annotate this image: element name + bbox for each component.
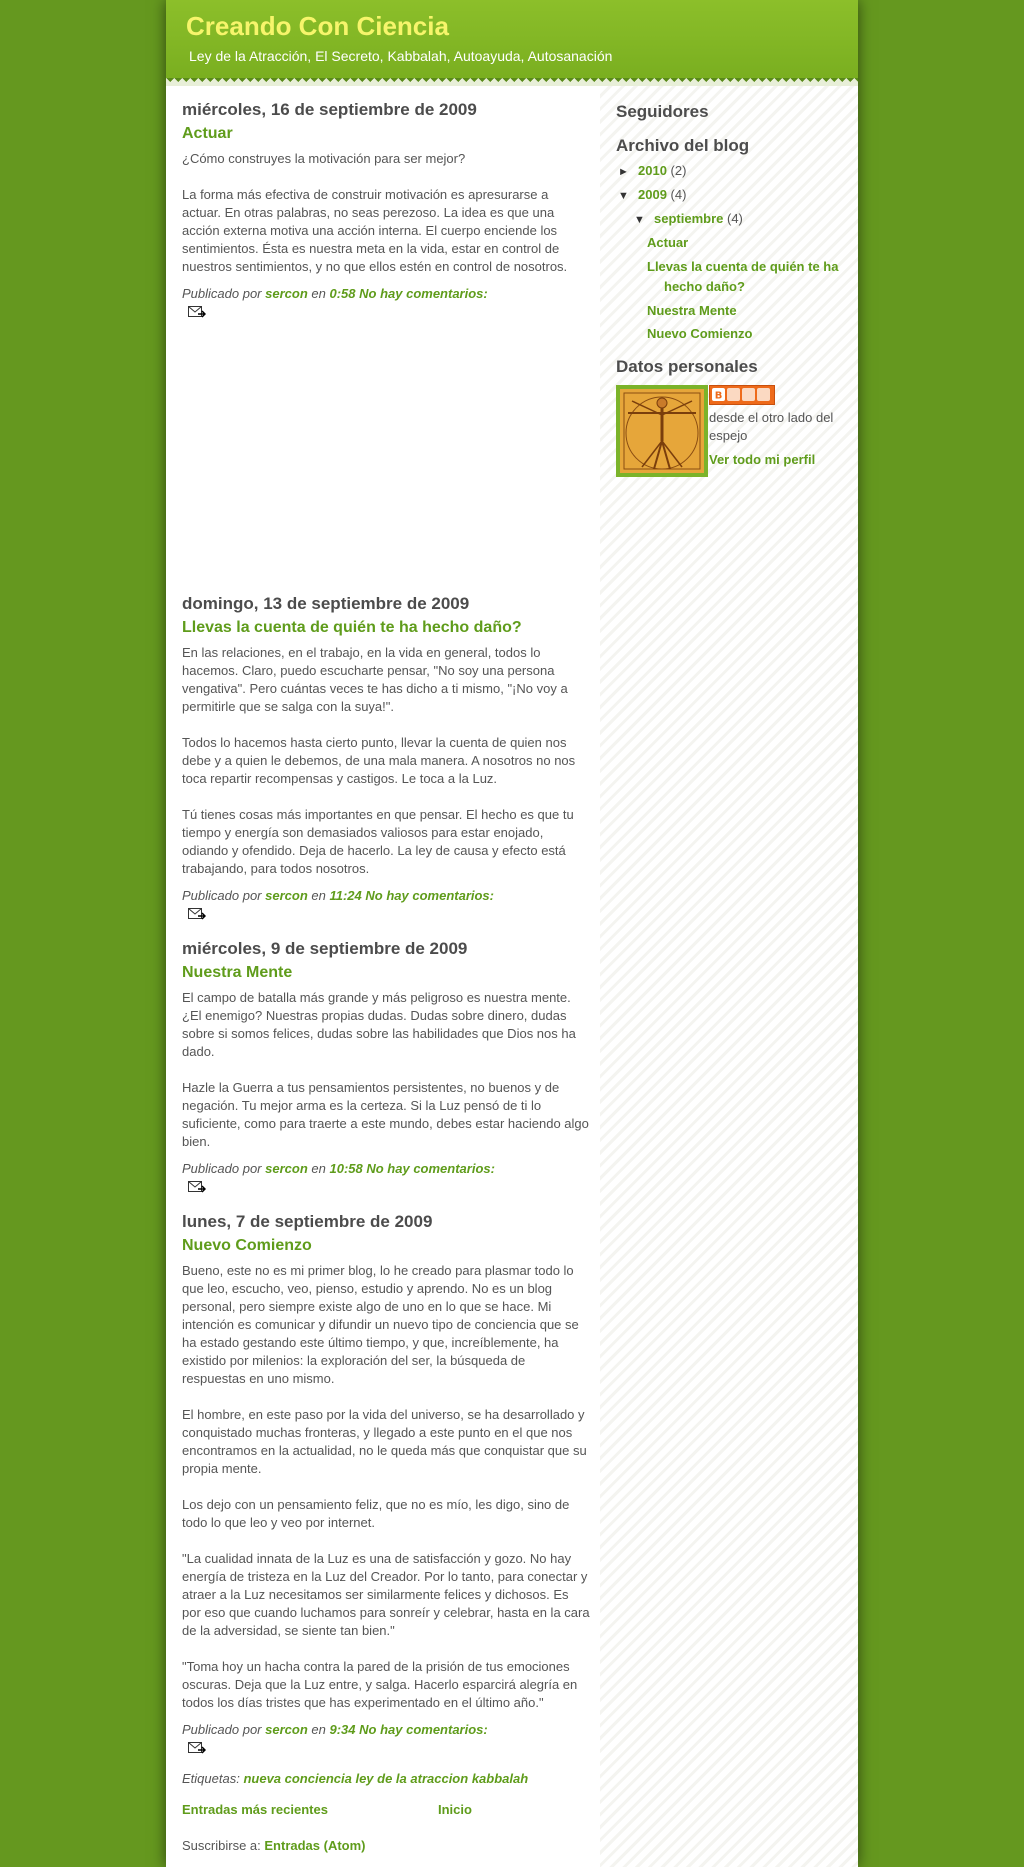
at-label: en: [311, 1722, 326, 1737]
expand-toggle-icon[interactable]: ▼: [618, 190, 629, 202]
svg-text:B: B: [714, 390, 723, 402]
post-paragraph: Bueno, este no es mi primer blog, lo he creado para plasmar todo lo que leo, escucho, veo, pienso, estudio y aprendo. No es un blog personal, pero siempre existe algo de uno en lo que se hace. Mi intención es comunicar y difundir un nuevo tipo de conciencia que se ha estado gestando este último tiempo, y que, increíblemente, ha existido por milenios: la exploración del ser, la búsqueda de respuestas en uno mismo.: [182, 1263, 579, 1386]
email-post-icon[interactable]: [188, 1181, 206, 1194]
header-zigzag-border: [166, 78, 858, 86]
archive-month-link[interactable]: septiembre: [654, 211, 724, 226]
followers-title: Seguidores: [616, 102, 709, 121]
post-title-link[interactable]: Llevas la cuenta de quién te ha hecho daño?: [182, 619, 522, 636]
post-title-link[interactable]: Actuar: [182, 125, 233, 142]
archive-year-2009: [616, 186, 846, 205]
comments-link[interactable]: No hay comentarios:: [359, 286, 488, 301]
post: [182, 100, 590, 580]
post-labels: [182, 1771, 590, 1787]
at-label: en: [311, 888, 326, 903]
post-footer: [182, 286, 590, 323]
post-footer: [182, 1722, 590, 1759]
archive-year-link[interactable]: 2009: [638, 187, 667, 202]
profile-box: [616, 385, 846, 477]
comments-link[interactable]: No hay comentarios:: [365, 888, 494, 903]
post-paragraph: ¿Cómo construyes la motivación para ser mejor?: [182, 151, 466, 166]
archive-count: (2): [670, 163, 687, 178]
collapse-toggle-icon[interactable]: ►: [618, 166, 629, 178]
page-container: [166, 0, 858, 1867]
archive-year-2010: [616, 162, 846, 181]
blogger-badge-icon[interactable]: [709, 385, 775, 405]
post-time-link[interactable]: 0:58: [329, 286, 356, 301]
post-paragraph: Todos lo hacemos hasta cierto punto, llevar la cuenta de quien nos debe y a quien le debemos, de una mala manera. A nosotros no nos toca repartir recompensas y castigos. Le toca a la Luz.: [182, 735, 576, 786]
label-link[interactable]: ley de la atraccion: [355, 1771, 469, 1786]
archive-post-link[interactable]: Llevas la cuenta de quién te ha hecho daño?: [647, 259, 839, 294]
blog-description: Ley de la Atracción, El Secreto, Kabbalah, Autoayuda, Autosanación: [189, 48, 613, 64]
post-time-link[interactable]: 10:58: [329, 1161, 363, 1176]
post-title-link[interactable]: Nuevo Comienzo: [182, 1237, 312, 1254]
post-body: [182, 644, 590, 878]
sidebar: [600, 86, 858, 1867]
view-profile-link[interactable]: Ver todo mi perfil: [709, 452, 816, 467]
archive-post-item: [647, 257, 846, 297]
archive-title: Archivo del blog: [616, 136, 750, 155]
post-paragraph: Los dejo con un pensamiento feliz, que no es mío, les digo, sino de todo lo que leo y veo por internet.: [182, 1497, 570, 1530]
published-by-label: Publicado por: [182, 1722, 262, 1737]
main-column: [182, 100, 590, 1855]
post-paragraph: Hazle la Guerra a tus pensamientos persistentes, no buenos y de negación. Tu mejor arma es la certeza. Si la Luz pensó de ti lo suficiente, como para traerte a este mundo, debes estar haciendo algo bien.: [182, 1080, 589, 1149]
archive-post-item: [647, 234, 846, 252]
comments-link[interactable]: No hay comentarios:: [366, 1161, 495, 1176]
archive-count: (4): [670, 187, 687, 202]
label-link[interactable]: nueva conciencia: [243, 1771, 352, 1786]
archive-post-list: [616, 234, 846, 343]
post-body: [182, 150, 590, 276]
author-link[interactable]: sercon: [265, 1722, 308, 1737]
post-footer: [182, 888, 590, 925]
author-link[interactable]: sercon: [265, 1161, 308, 1176]
published-by-label: Publicado por: [182, 1161, 262, 1176]
profile-info: [709, 409, 849, 469]
post-paragraph: En las relaciones, en el trabajo, en la vida en general, todos lo hacemos. Claro, puedo escucharte pensar, "No soy una persona vengativa". Pero cuántas veces te has dicho a ti mismo, "¡No voy a permitirle que se salga con la suya!".: [182, 645, 568, 714]
profile-title: Datos personales: [616, 357, 758, 376]
post-date: lunes, 7 de septiembre de 2009: [182, 1212, 433, 1231]
post-title-link[interactable]: Nuestra Mente: [182, 964, 293, 981]
published-by-label: Publicado por: [182, 286, 262, 301]
archive-post-link[interactable]: Nuevo Comienzo: [647, 326, 753, 341]
post-body: [182, 1262, 590, 1712]
blog-pager: [182, 1801, 590, 1821]
email-post-icon[interactable]: [188, 908, 206, 921]
email-post-icon[interactable]: [188, 306, 206, 319]
author-link[interactable]: sercon: [265, 286, 308, 301]
archive-post-link[interactable]: Actuar: [647, 235, 689, 250]
author-link[interactable]: sercon: [265, 888, 308, 903]
expand-toggle-icon[interactable]: ▼: [634, 214, 645, 226]
post-paragraph: Tú tienes cosas más importantes en que pensar. El hecho es que tu tiempo y energía son demasiados valiosos para estar enojado, odiando y ofendido. Deja de hacerlo. La ley de causa y efecto está trabajando, para todos nosotros.: [182, 807, 574, 876]
blog-title[interactable]: Creando Con Ciencia: [186, 11, 449, 41]
published-by-label: Publicado por: [182, 888, 262, 903]
post-paragraph: La forma más efectiva de construir motivación es apresurarse a actuar. En otras palabras, no seas perezoso. La idea es que una acción externa motiva una acción interna. El cuerpo enciende los sentimientos. Ésta es nuestra meta en la vida, estar en control de nuestros sentimientos, y no que ellos estén en control de nosotros.: [182, 187, 568, 274]
archive-post-link[interactable]: Nuestra Mente: [647, 303, 737, 318]
newer-posts-link[interactable]: Entradas más recientes: [182, 1802, 328, 1817]
post-date: domingo, 13 de septiembre de 2009: [182, 594, 470, 613]
archive-year-link[interactable]: 2010: [638, 163, 667, 178]
profile-description: desde el otro lado del espejo: [709, 410, 834, 443]
post-footer: [182, 1161, 590, 1198]
label-link[interactable]: kabbalah: [471, 1771, 529, 1786]
home-link[interactable]: Inicio: [438, 1802, 472, 1817]
post-paragraph: El campo de batalla más grande y más peligroso es nuestra mente. ¿El enemigo? Nuestras propias dudas. Dudas sobre dinero, dudas sobre si somos felices, dudas sobre las habilidades que Dios nos ha dado.: [182, 990, 576, 1059]
post-time-link[interactable]: 9:34: [329, 1722, 356, 1737]
post-time-link[interactable]: 11:24: [329, 888, 362, 903]
post: [182, 594, 590, 925]
post-paragraph: El hombre, en este paso por la vida del universo, se ha desarrollado y conquistado muchas fronteras, y llegado a este punto en el que nos encontramos en la actualidad, no le queda más que conquistar que su propia mente.: [182, 1407, 587, 1476]
archive-count: (4): [727, 211, 743, 226]
post-date: miércoles, 16 de septiembre de 2009: [182, 100, 477, 119]
archive-month-septiembre: [616, 210, 846, 229]
email-post-icon[interactable]: [188, 1742, 206, 1755]
subscribe-atom-link[interactable]: Entradas (Atom): [264, 1838, 366, 1853]
subscribe-line: [182, 1837, 590, 1855]
post-date: miércoles, 9 de septiembre de 2009: [182, 939, 468, 958]
subscribe-prefix: Suscribirse a:: [182, 1838, 261, 1853]
labels-prefix: Etiquetas:: [182, 1771, 240, 1786]
blog-header: [166, 0, 858, 86]
archive-post-item: [647, 302, 846, 320]
archive-post-item: [647, 325, 846, 343]
vitruvian-man-avatar[interactable]: [616, 385, 708, 477]
at-label: en: [311, 286, 326, 301]
comments-link[interactable]: No hay comentarios:: [359, 1722, 488, 1737]
post: [182, 1212, 590, 1787]
post: [182, 939, 590, 1198]
post-body: [182, 989, 590, 1151]
post-paragraph: "La cualidad innata de la Luz es una de satisfacción y gozo. No hay energía de tristeza en la Luz del Creador. Por lo tanto, para conectar y atraer a la Luz necesitamos ser similarmente felices y dichosos. Es por eso que cuando luchamos para sonreír y celebrar, hasta en la cara de la adversidad, se siente tan bien.": [182, 1551, 590, 1638]
at-label: en: [311, 1161, 326, 1176]
post-paragraph: "Toma hoy un hacha contra la pared de la prisión de tus emociones oscuras. Deja que la Luz entre, y salga. Hacerlo esparcirá alegría en todos los días tristes que has experimentado en el último año.": [182, 1659, 578, 1710]
